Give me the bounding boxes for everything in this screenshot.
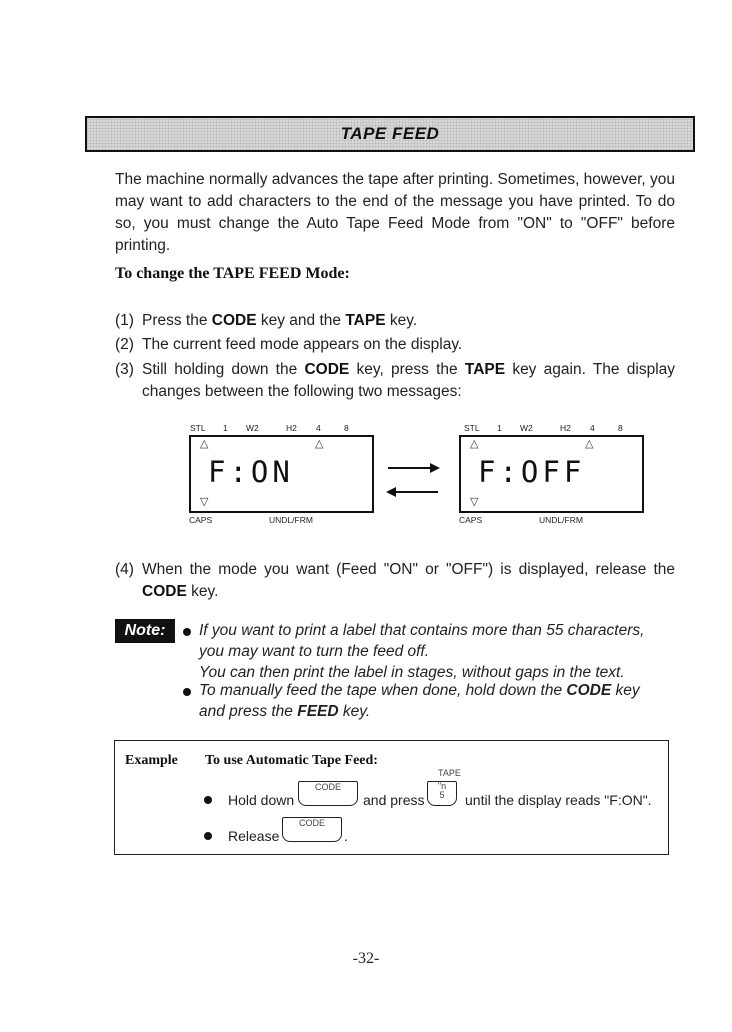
example-label: Example	[125, 753, 178, 768]
page-title: TAPE FEED	[340, 124, 440, 143]
section-subheading: To change the TAPE FEED Mode:	[115, 265, 350, 282]
feed-key-ref: FEED	[297, 703, 339, 720]
tape-key-ref: TAPE	[345, 312, 386, 329]
code-key-ref: CODE	[566, 682, 612, 699]
code-key-ref: CODE	[142, 583, 187, 600]
indicator-1: 1	[497, 423, 502, 433]
triangle-up-icon: △	[585, 438, 594, 450]
bullet-icon	[183, 628, 191, 636]
step-number: (3)	[115, 361, 134, 378]
indicator-stl: STL	[190, 423, 206, 433]
note-badge: Note:	[115, 619, 175, 643]
indicator-h2: H2	[286, 423, 297, 433]
note-text: key.	[338, 703, 371, 720]
step-text: key and the	[256, 312, 346, 329]
indicator-w2: W2	[246, 423, 259, 433]
indicator-w2: W2	[520, 423, 533, 433]
step-2	[115, 334, 675, 356]
note-text: and press the	[199, 703, 298, 720]
indicator-4: 4	[316, 423, 321, 433]
bullet-icon	[204, 832, 212, 840]
note-line: you may want to turn the feed off.	[199, 643, 430, 660]
step-number: (2)	[115, 336, 134, 353]
step-text: key again. The display changes between the following two messages:	[142, 361, 676, 400]
note-text: To manually feed the tape when done, hold down the	[199, 682, 567, 699]
indicator-undl-frm: UNDL/FRM	[269, 515, 313, 525]
lcd-display-on	[189, 435, 374, 513]
page-number: -32-	[352, 950, 380, 967]
bullet-icon	[204, 796, 212, 804]
step-text: The current feed mode appears on the display.	[142, 336, 463, 353]
indicator-caps: CAPS	[189, 515, 213, 525]
step-text: key, press the	[349, 361, 465, 378]
step-text: key.	[186, 583, 219, 600]
step-3	[115, 359, 675, 403]
tape-key-ref: TAPE	[464, 361, 506, 378]
step-text: key.	[385, 312, 418, 329]
note-text: key	[611, 682, 640, 699]
example-text: Release	[228, 828, 280, 844]
step-4	[115, 559, 675, 603]
step-1	[115, 310, 675, 332]
example-text: Hold down	[228, 792, 295, 808]
lcd-display-off	[459, 435, 644, 513]
example-heading: To use Automatic Tape Feed:	[205, 753, 378, 768]
code-keycap	[298, 781, 358, 806]
keycap-label: "n	[437, 781, 447, 791]
step-number: (4)	[115, 561, 134, 578]
note-line: You can then print the label in stages, without gaps in the text.	[199, 664, 625, 681]
note-line: If you want to print a label that contains more than 55 characters,	[199, 622, 645, 639]
indicator-8: 8	[344, 423, 349, 433]
triangle-up-icon: △	[470, 438, 479, 450]
indicator-h2: H2	[560, 423, 571, 433]
triangle-up-icon: △	[315, 438, 324, 450]
indicator-4: 4	[590, 423, 595, 433]
step-number: (1)	[115, 312, 134, 329]
triangle-down-icon: ▽	[470, 496, 479, 508]
code-key-ref: CODE	[304, 361, 350, 378]
tape-key-label: TAPE	[438, 768, 461, 778]
tape-5-keycap	[427, 781, 457, 806]
example-text: .	[344, 828, 348, 844]
example-text: and press	[363, 792, 425, 808]
triangle-down-icon: ▽	[200, 496, 209, 508]
toggle-arrows-icon	[380, 460, 446, 500]
code-key-ref: CODE	[211, 312, 257, 329]
intro-paragraph: The machine normally advances the tape after printing. Sometimes, however, you may want to add characters to the end of the message you have printed. To do so, you must change the Auto Tape Feed Mode from "ON" to "OFF" before printing.	[115, 171, 676, 254]
lcd-readout: F:OFF	[478, 455, 586, 489]
keycap-label: CODE	[314, 782, 341, 792]
note-bullet-1	[199, 620, 679, 683]
keycap-label: 5	[439, 790, 445, 800]
title-banner	[85, 116, 695, 152]
lcd-readout: F:ON	[208, 455, 294, 489]
indicator-undl-frm: UNDL/FRM	[539, 515, 583, 525]
step-text: When the mode you want (Feed "ON" or "OFF") is displayed, release the	[142, 561, 675, 578]
indicator-1: 1	[223, 423, 228, 433]
example-box	[114, 740, 669, 855]
example-text: until the display reads "F:ON".	[465, 792, 652, 808]
note-bullet-2	[199, 680, 679, 722]
indicator-stl: STL	[464, 423, 480, 433]
indicator-caps: CAPS	[459, 515, 483, 525]
indicator-8: 8	[618, 423, 623, 433]
step-text: Press the	[142, 312, 212, 329]
bullet-icon	[183, 688, 191, 696]
step-text: Still holding down the	[142, 361, 305, 378]
keycap-label: CODE	[298, 818, 325, 828]
triangle-up-icon: △	[200, 438, 209, 450]
code-keycap	[282, 817, 342, 842]
